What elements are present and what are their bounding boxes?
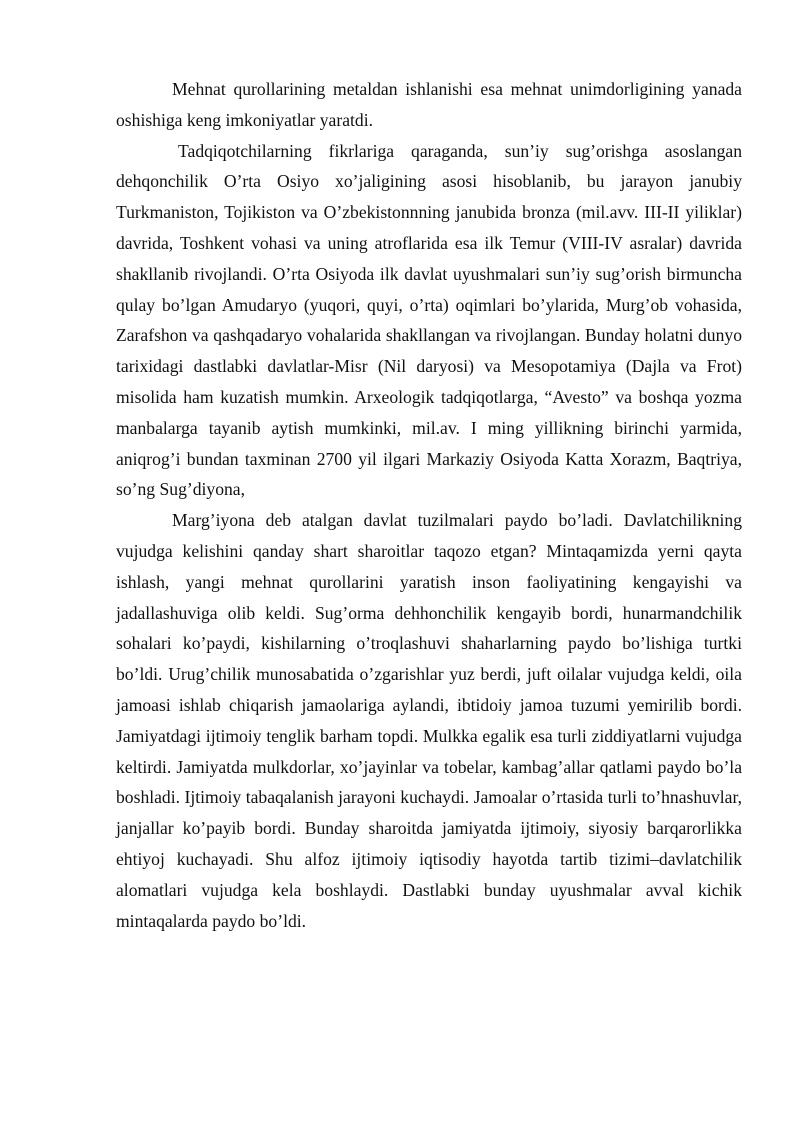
document-body: [116, 74, 742, 936]
paragraph-irrigation-states: Tadqiqotchilarning fikrlariga qaraganda, sun’iy sug’orishga asoslangan dehqonchilik O’rta Osiyo xo’jaligining asosi hisoblanib, bu jarayon janubiy Turkmaniston, Tojikiston va O’zbekistonnning janubida bronza (mil.avv. III-II yiliklar) davrida, Toshkent vohasi va uning atroflarida esa ilk Temur (VIII-IV asralar) davrida shakllanib rivojlandi. O’rta Osiyoda ilk davlat uyushmalari sun’iy sug’orish birmuncha qulay bo’lgan Amudaryo (yuqori, quyi, o’rta) oqimlari bo’ylarida, Murg’ob vohasida, Zarafshon va qashqadaryo vohalarida shakllangan va rivojlangan. Bunday holatni dunyo tarixidagi dastlabki davlatlar-Misr (Nil daryosi) va Mesopotamiya (Dajla va Frot) misolida ham kuzatish mumkin. Arxeologik tadqiqotlarga, “Avesto” va boshqa yozma manbalarga tayanib aytish mumkinki, mil.av. I ming yillikning birinchi yarmida, aniqrog’i bundan taxminan 2700 yil ilgari Markaziy Osiyoda Katta Xorazm, Baqtriya, so’ng Sug’diyona,: [116, 140, 742, 500]
paragraph-statehood-conditions: Marg’iyona deb atalgan davlat tuzilmalari paydo bo’ladi. Davlatchilikning vujudga kelishini qanday shart sharoitlar taqozo etgan? Mintaqamizda yerni qayta ishlash, yangi mehnat qurollarini yaratish inson faoliyatining kengayishi va jadallashuviga olib keldi. Sug’orma dehhonchilik kengayib bordi, hunarmandchilik sohalari ko’paydi, kishilarning o’troqlashuvi shaharlarning paydo bo’lishiga turtki bo’ldi. Urug’chilik munosabatida o’zgarishlar yuz berdi, juft oilalar vujudga keldi, oila jamoasi ishlab chiqarish jamaolariga aylandi, ibtidoiy jamoa tuzumi yemirilib bordi. Jamiyatdagi ijtimoiy tenglik barham topdi. Mulkka egalik esa turli ziddiyatlarni vujudga keltirdi. Jamiyatda mulkdorlar, xo’jayinlar va tobelar, kambag’allar qatlami paydo bo’la boshladi. Ijtimoiy tabaqalanish jarayoni kuchaydi. Jamoalar o’rtasida turli to’hnashuvlar, janjallar ko’payib bordi. Bunday sharoitda jamiyatda ijtimoiy, siyosiy barqarorlikka ehtiyoj kuchayadi. Shu alfoz ijtimoiy iqtisodiy hayotda tartib tizimi–davlatchilik alomatlari vujudga kela boshlaydi. Dastlabki bunday uyushmalar avval kichik mintaqalarda paydo bo’ldi.: [116, 510, 742, 931]
paragraph-metal-tools: Mehnat qurollarining metaldan ishlanishi esa mehnat unimdorligining yanada oshishiga keng imkoniyatlar yaratdi.: [116, 79, 742, 130]
